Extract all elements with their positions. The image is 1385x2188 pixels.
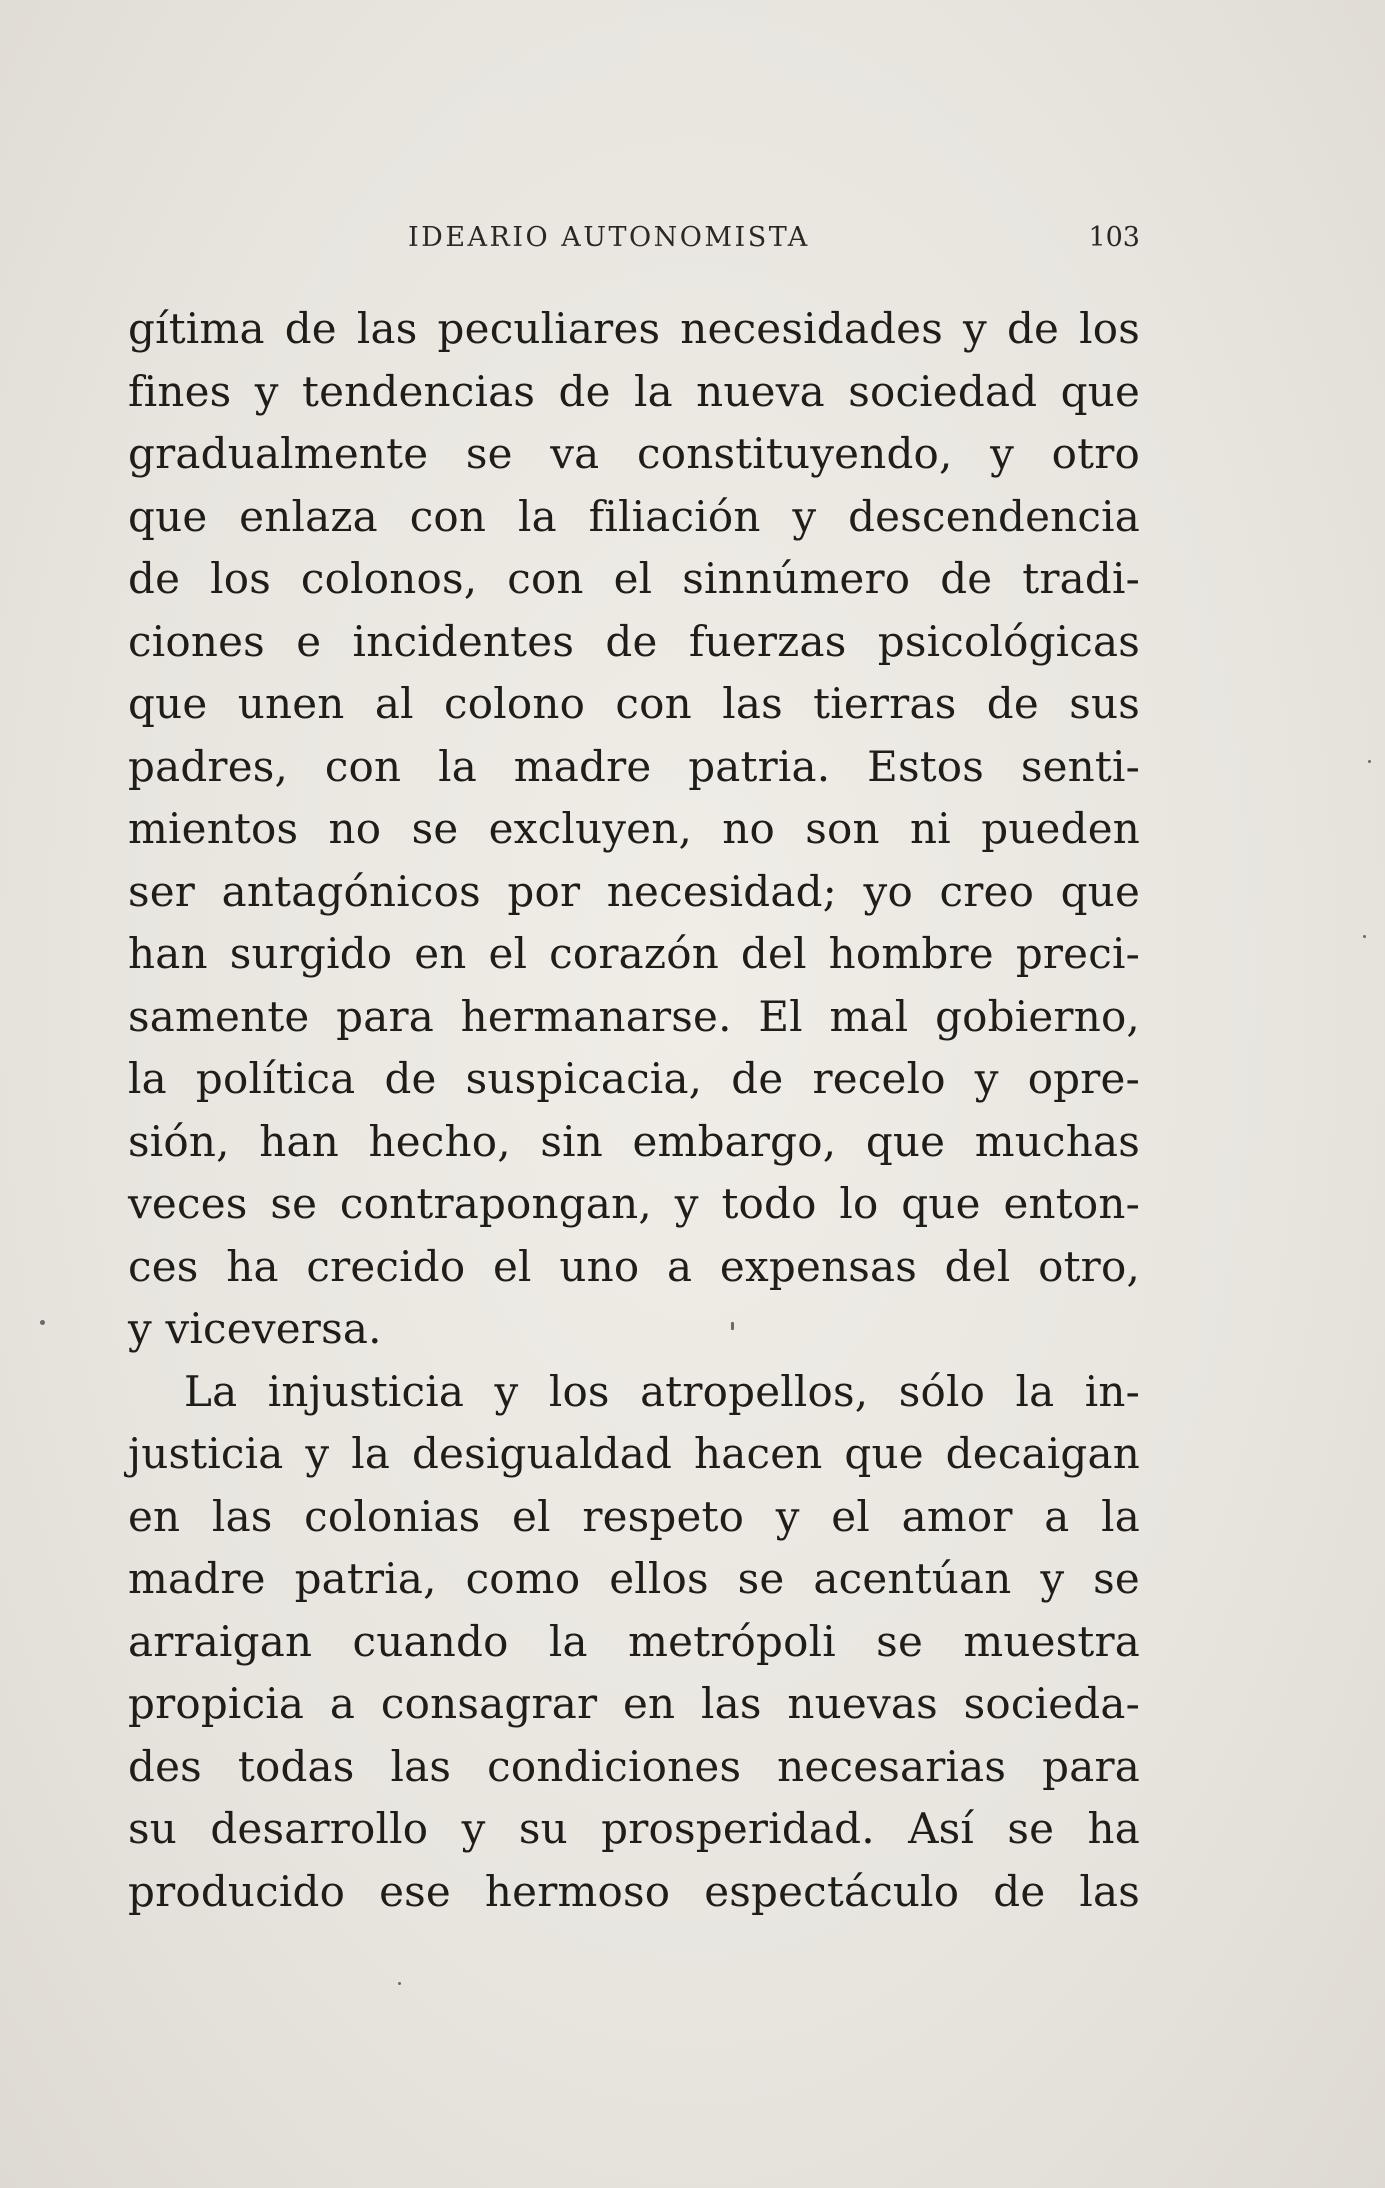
paper-speck	[731, 1322, 734, 1330]
page-header	[128, 222, 1140, 262]
text-line: la política de suspicacia, de recelo y opre-	[128, 1054, 1140, 1103]
paper-speck	[40, 1320, 45, 1325]
text-line: mientos no se excluyen, no son ni pueden	[128, 804, 1140, 853]
text-line: producido ese hermoso espectáculo de las	[128, 1866, 1140, 1916]
text-line: de los colonos, con el sinnúmero de tradi-	[128, 554, 1140, 603]
paragraph-start-line: La injusticia y los atropellos, sólo la in-	[184, 1366, 1140, 1416]
text-line: que enlaza con la filiación y descendencia	[128, 491, 1140, 541]
text-line: ser antagónicos por necesidad; yo creo que	[128, 866, 1140, 916]
text-line: samente para hermanarse. El mal gobierno,	[128, 991, 1140, 1041]
text-line: que unen al colono con las tierras de sus	[128, 679, 1140, 728]
text-line: padres, con la madre patria. Estos senti-	[128, 741, 1140, 791]
paper-speck	[1363, 935, 1366, 938]
text-line: su desarrollo y su prosperidad. Así se ha	[128, 1804, 1140, 1853]
text-line: sión, han hecho, sin embargo, que muchas	[128, 1116, 1140, 1166]
body-text	[128, 298, 1140, 1923]
text-line: veces se contrapongan, y todo lo que enton-	[128, 1179, 1140, 1228]
text-line: ciones e incidentes de fuerzas psicológicas	[128, 616, 1140, 666]
text-line: ces ha crecido el uno a expensas del otro,	[128, 1241, 1140, 1291]
text-line: justicia y la desigualdad hacen que decaigan	[128, 1429, 1140, 1478]
text-line: han surgido en el corazón del hombre preci-	[128, 929, 1140, 978]
text-line: propicia a consagrar en las nuevas socieda-	[128, 1679, 1140, 1728]
paragraph-end-line: y viceversa.	[128, 1304, 382, 1353]
text-line: madre patria, como ellos se acentúan y se	[128, 1554, 1140, 1603]
text-line: gítima de las peculiares necesidades y de los	[128, 304, 1140, 353]
text-line: gradualmente se va constituyendo, y otro	[128, 429, 1140, 478]
text-line: arraigan cuando la metrópoli se muestra	[128, 1616, 1140, 1666]
paper-speck	[1368, 760, 1371, 763]
text-line: des todas las condiciones necesarias para	[128, 1741, 1140, 1791]
text-line: en las colonias el respeto y el amor a la	[128, 1491, 1140, 1541]
page-number: 103	[1088, 222, 1140, 253]
running-title: IDEARIO AUTONOMISTA	[408, 222, 810, 253]
paper-speck	[398, 1982, 401, 1985]
text-line: fines y tendencias de la nueva sociedad que	[128, 366, 1140, 416]
